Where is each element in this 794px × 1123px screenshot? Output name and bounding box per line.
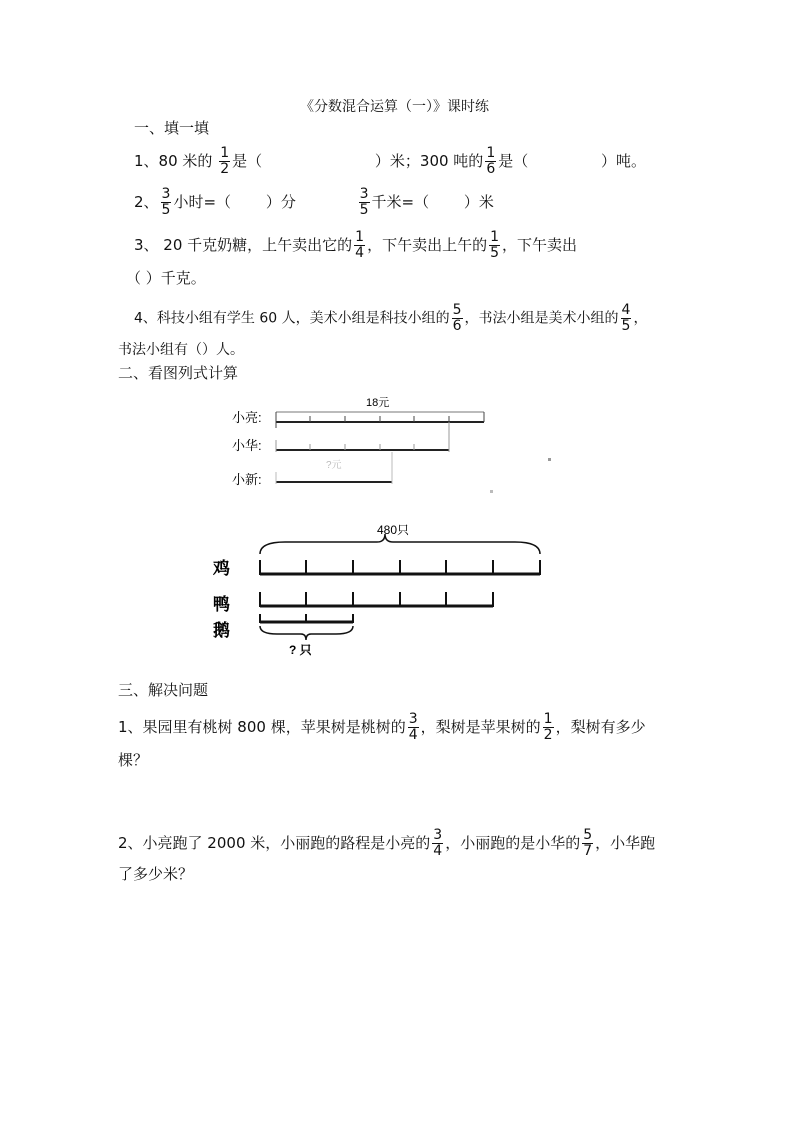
diagram-money-bars <box>230 392 500 497</box>
q1-text: 是（ <box>232 152 263 170</box>
q1-text: 是（ <box>498 152 529 170</box>
fraction: $\frac{1}{2}$ <box>543 711 553 743</box>
question-1-3 <box>134 230 577 261</box>
q3-text: ，下午卖出上午的 <box>367 236 488 254</box>
bar-ticks <box>276 422 449 452</box>
s1-text: ，梨树是苹果树的 <box>420 718 541 736</box>
question-brace <box>260 626 353 640</box>
q3-text: ，下午卖出 <box>502 236 578 254</box>
fraction: $\frac{3}{4}$ <box>408 711 418 743</box>
fraction: $\frac{5}{7}$ <box>583 827 593 859</box>
question-3-1 <box>118 712 646 743</box>
q1-prefix: 1、80 米的 <box>134 152 213 170</box>
section-heading-diagram: 二、看图列式计算 <box>118 364 239 382</box>
q2-text: 千米=（ <box>371 193 430 211</box>
q1-text: ）吨。 <box>601 152 647 170</box>
s1-prefix: 1、果园里有桃树 800 棵，苹果树是桃树的 <box>118 718 406 736</box>
diagram2-row-label: 鹅 <box>213 621 230 640</box>
diagram1-row-label: 小华: <box>232 438 262 453</box>
fraction: $\frac{3}{5}$ <box>359 186 369 218</box>
diagram2-question-label: ? 只 <box>289 643 312 657</box>
s2-text: ，小华跑 <box>595 834 656 852</box>
question-3-1-line2: 棵？ <box>118 751 149 769</box>
fraction: $\frac{4}{5}$ <box>621 302 631 334</box>
question-1-1 <box>134 146 646 177</box>
question-3-2-line2: 了多少米？ <box>118 865 194 883</box>
fraction: $\frac{1}{2}$ <box>220 145 230 177</box>
question-1-4 <box>134 303 647 334</box>
fraction: $\frac{3}{5}$ <box>161 186 171 218</box>
s2-prefix: 2、小亮跑了 2000 米，小丽跑的路程是小亮的 <box>118 834 431 852</box>
q2-text: 小时=（ <box>173 193 232 211</box>
section-heading-fill: 一、填一填 <box>134 119 210 137</box>
q3-prefix: 3、 20 千克奶糖，上午卖出它的 <box>134 236 353 254</box>
q2-prefix: 2、 <box>134 193 159 211</box>
q1-text: ）米；300 吨的 <box>374 152 484 170</box>
fraction: $\frac{1}{5}$ <box>490 229 500 261</box>
diagram-poultry-bars <box>205 518 555 658</box>
s1-text: ，梨树有多少 <box>555 718 646 736</box>
diagram2-row-label: 鸡 <box>213 559 230 578</box>
fraction: $\frac{5}{6}$ <box>452 302 462 334</box>
diagram1-row-label: 小新: <box>232 472 262 487</box>
total-brace <box>260 534 540 554</box>
fraction: $\frac{1}{6}$ <box>486 145 496 177</box>
section-heading-solve: 三、解决问题 <box>118 681 209 699</box>
speck <box>548 458 551 461</box>
q2-text: ）米 <box>463 193 494 211</box>
diagram1-row-label: 小亮: <box>232 410 262 425</box>
diagram1-faint-label: ?元 <box>326 460 342 471</box>
q4-text: ， <box>633 310 648 327</box>
question-1-4-line2: 书法小组有（）人。 <box>118 342 244 358</box>
bar-ticks <box>276 412 484 428</box>
q4-text: ，书法小组是美术小组的 <box>464 310 619 327</box>
page-title: 《分数混合运算（一）》课时练 <box>300 99 489 115</box>
diagram1-total-label: 18元 <box>366 397 390 409</box>
diagram2-row-label: 鸭 <box>213 595 230 614</box>
diagram2-total-label: 480只 <box>377 523 410 537</box>
s2-text: ，小丽跑的是小华的 <box>445 834 581 852</box>
q4-prefix: 4、科技小组有学生 60 人，美术小组是科技小组的 <box>134 310 450 327</box>
speck <box>490 490 493 493</box>
question-1-3-line2: （ ）千克。 <box>126 269 206 287</box>
fraction: $\frac{3}{4}$ <box>433 827 443 859</box>
question-1-2 <box>134 187 494 218</box>
fraction: $\frac{1}{4}$ <box>355 229 365 261</box>
q2-text: ）分 <box>265 193 296 211</box>
question-3-2 <box>118 828 655 859</box>
